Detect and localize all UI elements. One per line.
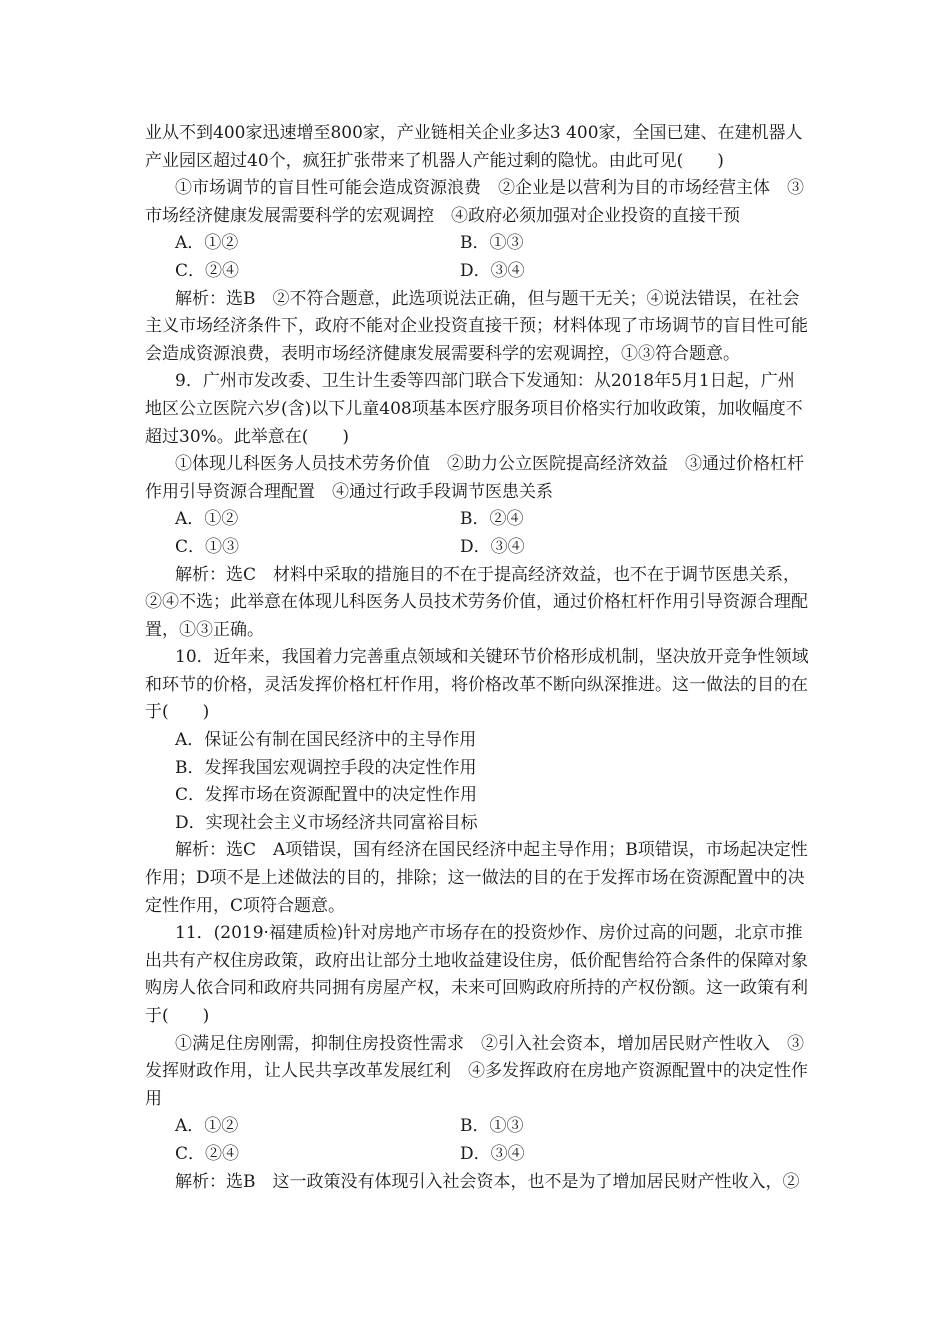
text-line: 地区公立医院六岁(含)以下儿童408项基本医疗服务项目价格实行加收政策，加收幅度不: [145, 398, 803, 419]
text-line: 会造成资源浪费，表明市场经济健康发展需要科学的宏观调控，①③符合题意。: [145, 343, 740, 364]
answer-options-row: [145, 258, 810, 286]
text-line: 购房人依合同和政府共同拥有房屋产权，未来可回购政府所持的产权份额。这一政策有利: [145, 978, 808, 999]
answer-option: B．②④: [460, 509, 524, 530]
text-line: 主义市场经济条件下，政府不能对企业投资直接干预；材料体现了市场调节的盲目性可能: [145, 316, 808, 337]
answer-options-row: [145, 534, 810, 562]
text-line: 9．广州市发改委、卫生计生委等四部门联合下发通知：从2018年5月1日起，广州: [175, 371, 795, 392]
answer-option: A．①②: [175, 233, 239, 254]
text-line: 11．(2019·福建质检)针对房地产市场存在的投资炒作、房价过高的问题，北京市推: [175, 923, 803, 944]
answer-option: A．①②: [175, 1116, 239, 1137]
answer-options-row: [145, 230, 810, 258]
answer-option: D．③④: [460, 536, 525, 557]
text-line: 解析：选B 这一政策没有体现引入社会资本，也不是为了增加居民财产性收入，②: [175, 1171, 800, 1192]
text-line: 置，①③正确。: [145, 619, 264, 640]
text-line: 发挥财政作用，让人民共享改革发展红利 ④多发挥政府在房地产资源配置中的决定性作: [145, 1061, 808, 1082]
answer-option: C．②④: [175, 260, 240, 281]
text-line: ①体现儿科医务人员技术劳务价值 ②助力公立医院提高经济效益 ③通过价格杠杆: [175, 454, 804, 475]
text-line: 用: [145, 1088, 162, 1109]
text-line: 10．近年来，我国着力完善重点领域和关键环节价格形成机制，坚决放开竞争性领域: [175, 647, 809, 668]
document-text: [145, 120, 810, 1196]
answer-option: B．①③: [460, 233, 524, 254]
text-line: 超过30%。此举意在( ): [145, 426, 350, 447]
text-line: D．实现社会主义市场经济共同富裕目标: [175, 812, 478, 833]
text-line: ①满足住房刚需，抑制住房投资性需求 ②引入社会资本，增加居民财产性收入 ③: [175, 1033, 804, 1054]
answer-option: C．②④: [175, 1143, 240, 1164]
text-line: 业从不到400家迅速增至800家，产业链相关企业多达3 400家，全国已建、在建机器人: [145, 123, 803, 143]
text-line: 作用引导资源合理配置 ④通过行政手段调节医患关系: [145, 481, 553, 502]
answer-options-row: [145, 1113, 810, 1141]
text-line: B．发挥我国宏观调控手段的决定性作用: [175, 757, 477, 778]
answer-options-row: [145, 1141, 810, 1169]
text-line: 和环节的价格，灵活发挥价格杠杆作用，将价格改革不断向纵深推进。这一做法的目的在: [145, 674, 808, 695]
answer-option: B．①③: [460, 1116, 524, 1137]
text-line: A．保证公有制在国民经济中的主导作用: [175, 730, 477, 751]
text-line: 市场经济健康发展需要科学的宏观调控 ④政府必须加强对企业投资的直接干预: [145, 205, 740, 226]
text-line: 出共有产权住房政策，政府出让部分土地收益建设住房，低价配售给符合条件的保障对象: [145, 950, 808, 971]
answer-option: A．①②: [175, 509, 239, 530]
answer-option: C．①③: [175, 536, 240, 557]
text-line: 定性作用，C项符合题意。: [145, 895, 346, 916]
text-line: ①市场调节的盲目性可能会造成资源浪费 ②企业是以营利为目的市场经营主体 ③: [175, 178, 804, 199]
text-line: 解析：选C A项错误，国有经济在国民经济中起主导作用；B项错误，市场起决定性: [175, 840, 808, 861]
text-line: 于( ): [145, 1006, 210, 1026]
answer-options-row: [145, 506, 810, 534]
text-line: 产业园区超过40个，疯狂扩张带来了机器人产能过剩的隐忧。由此可见( ): [145, 150, 724, 171]
text-line: ②④不选；此举意在体现儿科医务人员技术劳务价值，通过价格杠杆作用引导资源合理配: [145, 592, 808, 613]
answer-option: D．③④: [460, 1143, 525, 1164]
text-line: 于( ): [145, 702, 210, 723]
text-line: 作用；D项不是上述做法的目的，排除；这一做法的目的在于发挥市场在资源配置中的决: [145, 868, 805, 889]
answer-option: D．③④: [460, 260, 525, 281]
text-line: 解析：选B ②不符合题意，此选项说法正确，但与题干无关；④说法错误，在社会: [175, 288, 800, 309]
text-line: 解析：选C 材料中采取的措施目的不在于提高经济效益，也不在于调节医患关系，: [175, 564, 801, 585]
text-line: C．发挥市场在资源配置中的决定性作用: [175, 785, 478, 806]
